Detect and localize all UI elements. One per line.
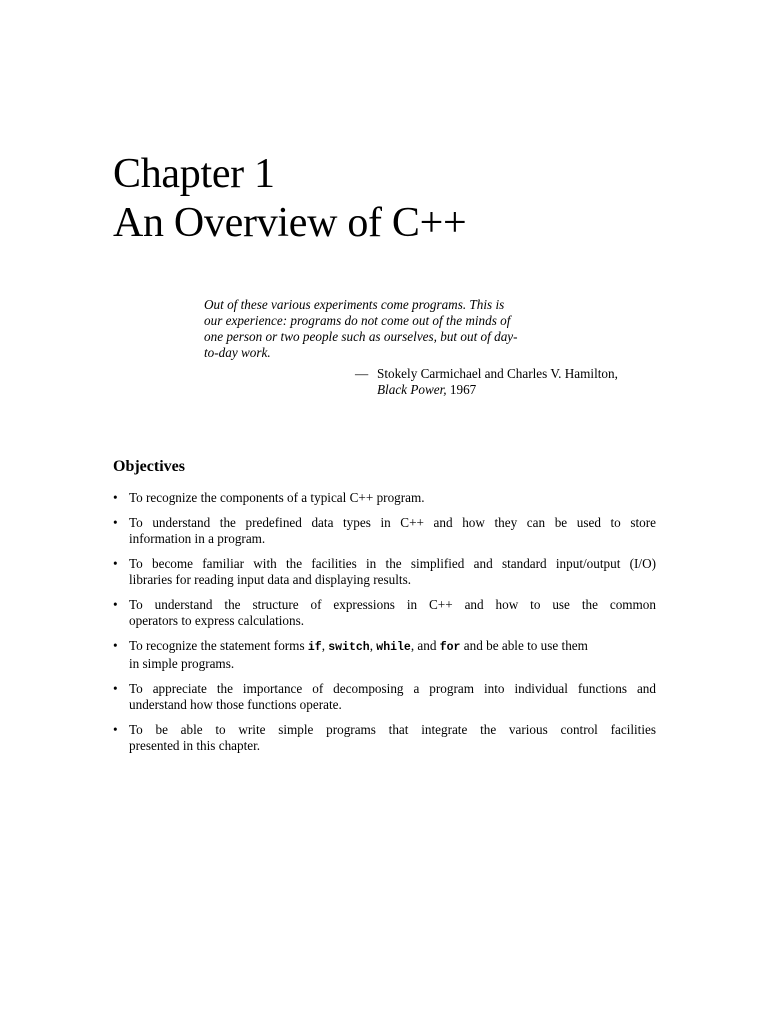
objective-text: in simple programs.	[129, 656, 235, 671]
objective-text: To be able to write simple programs that integrate the various control facilities	[129, 722, 656, 737]
bullet: •	[113, 681, 118, 696]
attribution-authors: Stokely Carmichael and Charles V. Hamilton,	[377, 366, 618, 381]
objective-text: presented in this chapter.	[129, 738, 261, 753]
objective-text: understand how those functions operate.	[129, 697, 342, 712]
objective-item	[113, 722, 656, 754]
objective-text: information in a program.	[129, 531, 266, 546]
objective-text: To become familiar with the facilities in the simplified and standard input/output (I/O)	[129, 556, 656, 571]
separator: ,	[321, 638, 329, 653]
objective-text	[129, 638, 656, 656]
objective-text-end: and be able to use them	[460, 638, 588, 653]
objective-text: To appreciate the importance of decomposing a program into individual functions and	[129, 681, 656, 696]
keyword-for: for	[439, 641, 461, 654]
objective-text-start: To recognize the statement forms	[129, 638, 308, 653]
epigraph-quote-line: one person or two people such as ourselves, but out of day-	[204, 329, 518, 344]
bullet: •	[113, 490, 118, 505]
epigraph-attribution	[355, 366, 618, 398]
source-title: Black Power,	[377, 382, 447, 397]
bullet: •	[113, 722, 118, 737]
objective-item	[113, 638, 656, 672]
separator: ,	[369, 638, 377, 653]
chapter-heading	[113, 150, 466, 248]
em-dash: —	[355, 366, 369, 381]
epigraph	[204, 297, 618, 397]
epigraph-quote	[204, 297, 566, 361]
objective-item	[113, 515, 656, 547]
objective-text: To recognize the components of a typical C++ program.	[129, 490, 425, 505]
objective-item	[113, 681, 656, 713]
bullet: •	[113, 638, 118, 653]
objective-text: To understand the structure of expressions in C++ and how to use the common	[129, 597, 656, 612]
attribution-source	[355, 382, 618, 398]
bullet: •	[113, 515, 118, 530]
objective-item	[113, 556, 656, 588]
separator: , and	[410, 638, 440, 653]
objective-text: operators to express calculations.	[129, 613, 305, 628]
objective-item	[113, 597, 656, 629]
objective-text: To understand the predefined data types in C++ and how they can be used to store	[129, 515, 656, 530]
keyword-if: if	[307, 641, 322, 654]
keyword-while: while	[376, 641, 411, 654]
epigraph-quote-line: Out of these various experiments come programs. This is	[204, 297, 505, 312]
keyword-switch: switch	[328, 641, 370, 654]
objectives-list	[113, 490, 656, 763]
objective-text: libraries for reading input data and displaying results.	[129, 572, 411, 587]
epigraph-quote-line: our experience: programs do not come out of the minds of	[204, 313, 511, 328]
objectives-heading: Objectives	[113, 458, 185, 475]
chapter-number: Chapter 1	[113, 151, 275, 197]
bullet: •	[113, 597, 118, 612]
epigraph-quote-line: to-day work.	[204, 345, 271, 360]
chapter-title: An Overview of C++	[113, 200, 467, 246]
objective-item	[113, 490, 656, 506]
bullet: •	[113, 556, 118, 571]
source-year: 1967	[449, 382, 477, 397]
